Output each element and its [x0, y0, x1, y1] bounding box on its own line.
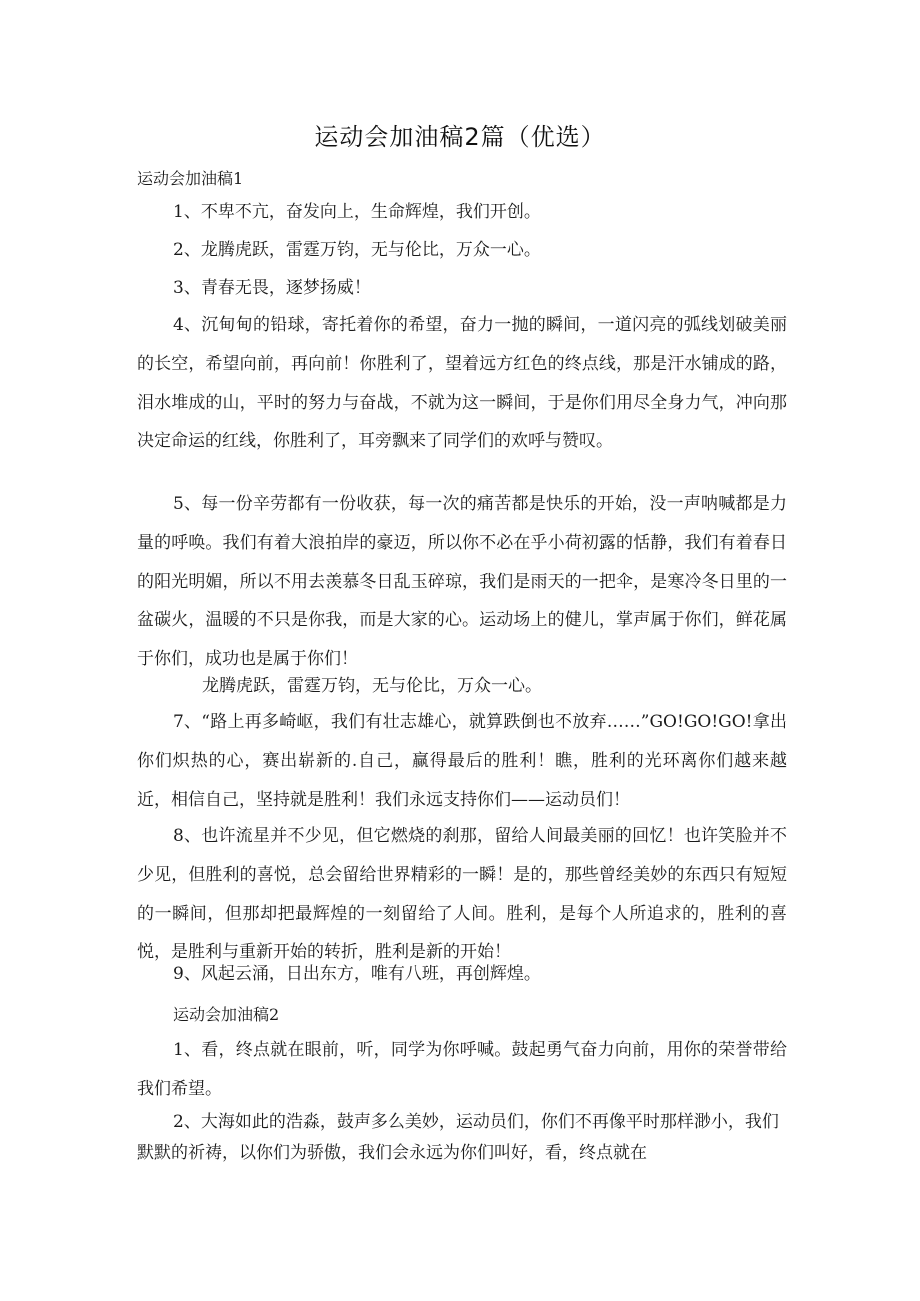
paragraph: 9、风起云涌，日出东方，唯有八班，再创辉煌。: [173, 964, 541, 984]
paragraph: 8、也许流星并不少见，但它燃烧的刹那，留给人间最美丽的回忆！也许笑脸并不少见，但胜利的喜悦，总会留给世界精彩的一瞬！是的，那些曾经美妙的东西只有短短的一瞬间，但那却把最辉煌的一刻留给了人间。胜利，是每个人所追求的，胜利的喜悦，是胜利与重新开始的转折，胜利是新的开始！: [137, 826, 787, 963]
paragraph: 1、看，终点就在眼前，听，同学为你呼喊。鼓起勇气奋力向前，用你的荣誉带给我们希望。: [137, 1040, 787, 1099]
document-title: 运动会加油稿2篇（优选）: [314, 123, 606, 151]
section-heading-1: 运动会加油稿1: [137, 169, 244, 188]
paragraph: 2、大海如此的浩淼，鼓声多么美妙，运动员们，你们不再像平时那样渺小，我们默默的祈祷，以你们为骄傲，我们会永远为你们叫好，看，终点就在: [137, 1112, 779, 1163]
paragraph: 3、青春无畏，逐梦扬威！: [173, 278, 371, 298]
paragraph: 5、每一份辛劳都有一份收获，每一次的痛苦都是快乐的开始，没一声呐喊都是力量的呼唤。我们有着大浪拍岸的豪迈，所以你不必在乎小荷初露的恬静，我们有着春日的阳光明媚，所以不用去羡慕冬日乱玉碎琼，我们是雨天的一把伞，是寒冷冬日里的一盆碳火，温暖的不只是你我，而是大家的心。运动场上的健儿，掌声属于你们，鲜花属于你们，成功也是属于你们！: [137, 494, 787, 670]
section-heading-2: 运动会加油稿2: [173, 1005, 280, 1024]
paragraph: 2、龙腾虎跃，雷霆万钧，无与伦比，万众一心。: [173, 240, 541, 260]
paragraph: 龙腾虎跃，雷霆万钧，无与伦比，万众一心。: [202, 676, 542, 696]
paragraph: 4、沉甸甸的铅球，寄托着你的希望，奋力一抛的瞬间，一道闪亮的弧线划破美丽的长空，希望向前，再向前！你胜利了，望着远方红色的终点线，那是汗水铺成的路，泪水堆成的山，平时的努力与奋战，不就为这一瞬间，于是你们用尽全身力气，冲向那决定命运的红线，你胜利了，耳旁飘来了同学们的欢呼与赞叹。: [137, 315, 787, 452]
paragraph: 1、不卑不亢，奋发向上，生命辉煌，我们开创。: [173, 202, 541, 222]
paragraph: 7、“路上再多崎岖，我们有壮志雄心，就算跌倒也不放弃……”GO!GO!GO!拿出你们炽热的心，赛出崭新的.自己，赢得最后的胜利！瞧，胜利的光环离你们越来越近，相信自己，坚持就是胜利！我们永远支持你们——运动员们！: [137, 712, 787, 810]
